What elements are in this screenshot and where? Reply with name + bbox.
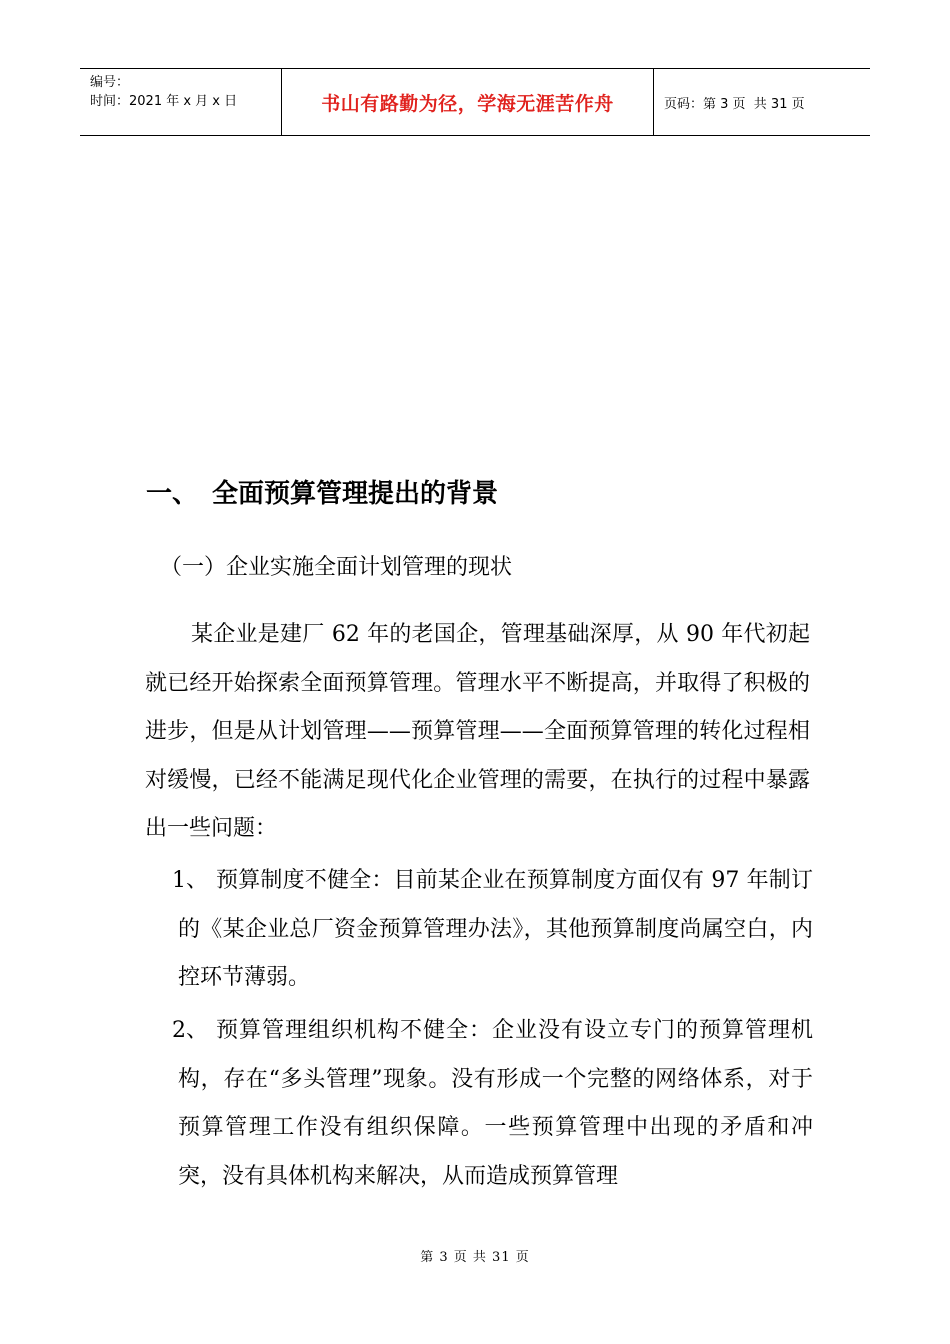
list-item-marker: 1、 — [172, 868, 208, 893]
list-item-2 — [172, 1007, 813, 1201]
subsection-heading: （一）企业实施全面计划管理的现状 — [160, 555, 513, 580]
header-meta — [80, 69, 282, 135]
section-heading — [146, 473, 498, 510]
header-page-info-text: 页码：第 3 页 共 31 页 — [664, 96, 805, 112]
section-number: 一、 — [146, 479, 199, 509]
list-item-text: 预算制度不健全：目前某企业在预算制度方面仅有 97 年制订的《某企业总厂资金预算管理办法》，其他预算制度尚属空白，内控环节薄弱。 — [178, 868, 813, 990]
document-time-label: 时间：2021 年 x 月 x 日 — [90, 94, 238, 109]
header-page-info — [654, 69, 870, 135]
header-motto: 书山有路勤为径，学海无涯苦作舟 — [282, 69, 654, 135]
document-header — [80, 68, 870, 136]
list-item-marker: 2、 — [172, 1018, 208, 1043]
list-item-text: 预算管理组织机构不健全：企业没有设立专门的预算管理机构，存在“多头管理”现象。没有形成一个完整的网络体系，对于预算管理工作没有组织保障。一些预算管理中出现的矛盾和冲突，没有具体机构来解决，从而造成预算管理 — [178, 1018, 813, 1189]
section-title: 全面预算管理提出的背景 — [212, 479, 499, 509]
document-number-label: 编号： — [90, 75, 130, 90]
intro-paragraph: 某企业是建厂 62 年的老国企，管理基础深厚，从 90 年代初起就已经开始探索全面预算管理。管理水平不断提高，并取得了积极的进步，但是从计划管理——预算管理——全面预算管理的转化过程相对缓慢，已经不能满足现代化企业管理的需要，在执行的过程中暴露出一些问题： — [145, 622, 810, 841]
list-item-1 — [172, 857, 813, 1003]
page-footer: 第 3 页 共 31 页 — [420, 1250, 530, 1265]
